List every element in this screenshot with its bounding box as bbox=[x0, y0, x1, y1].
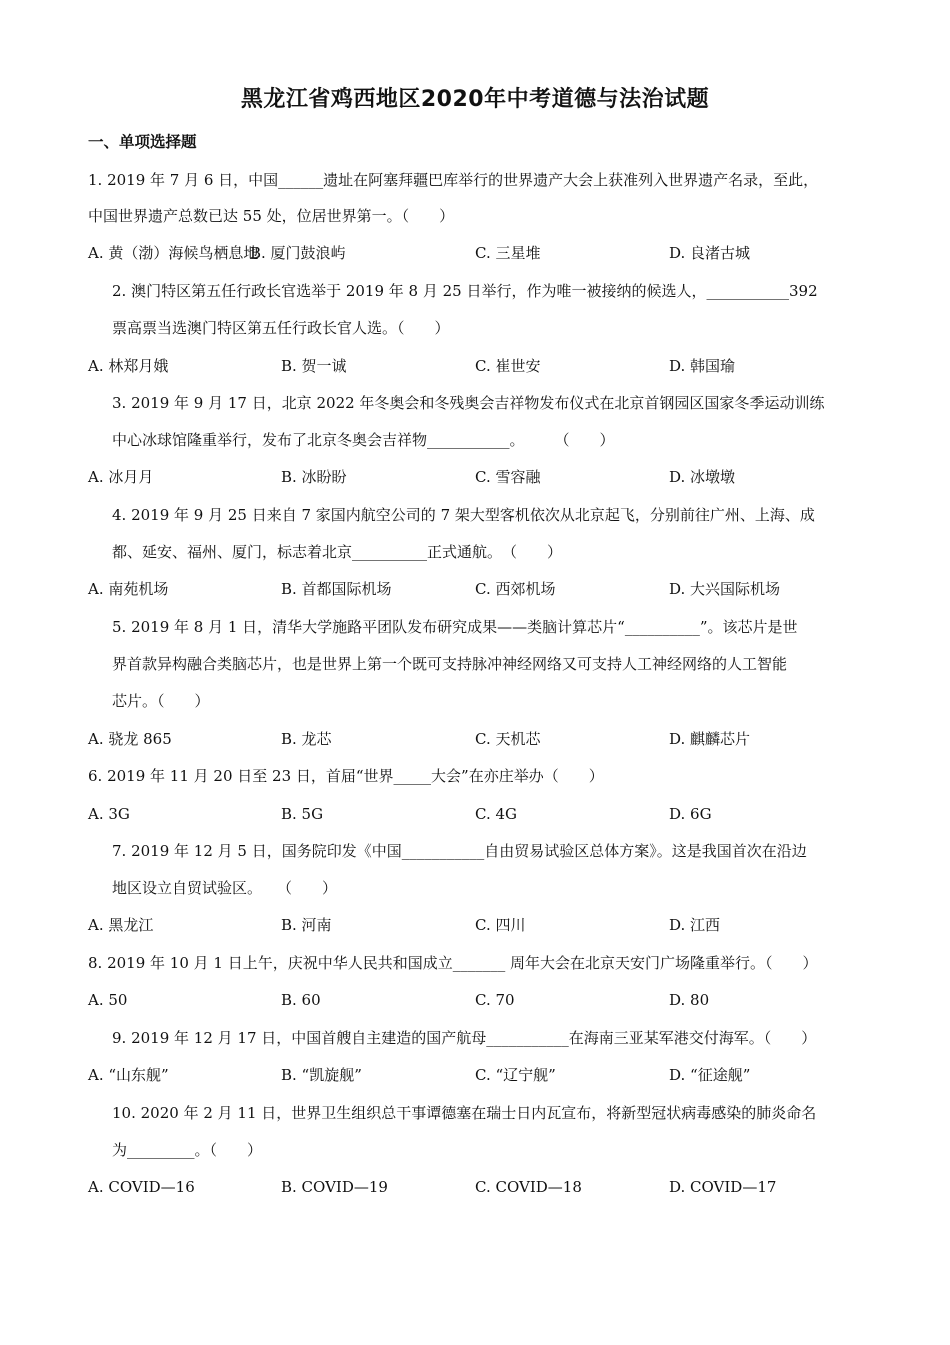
question-line: 界首款异构融合类脑芯片，也是世界上第一个既可支持脉冲神经网络又可支持人工神经网络的人工智能 bbox=[112, 655, 788, 673]
question-line: 1. 2019 年 7 月 6 日，中国______遗址在阿塞拜疆巴库举行的世界遗产大会上获准列入世界遗产名录，至此， bbox=[88, 171, 819, 189]
option-a: A. 黄（渤）海候鸟栖息地 bbox=[88, 244, 259, 262]
option-b: B. 河南 bbox=[281, 916, 332, 934]
option-a: A. 50 bbox=[88, 991, 128, 1009]
option-b: B. 冰盼盼 bbox=[281, 468, 347, 486]
option-c: C. COVID—18 bbox=[475, 1178, 582, 1196]
option-b: B. “凯旋舰” bbox=[281, 1066, 362, 1084]
option-c: C. 崔世安 bbox=[475, 357, 541, 375]
option-b: B. 5G bbox=[281, 805, 324, 823]
option-a: A. COVID—16 bbox=[88, 1178, 195, 1196]
option-a: A. “山东舰” bbox=[88, 1066, 169, 1084]
option-d: D. 6G bbox=[669, 805, 712, 823]
question-line: 3. 2019 年 9 月 17 日，北京 2022 年冬奥会和冬残奥会吉祥物发布仪式在北京首钢园区国家冬季运动训练 bbox=[112, 394, 825, 412]
option-c: C. 雪容融 bbox=[475, 468, 541, 486]
section-heading: 一、单项选择题 bbox=[88, 133, 197, 151]
option-c: C. 三星堆 bbox=[475, 244, 541, 262]
option-b: B. 首都国际机场 bbox=[281, 580, 392, 598]
option-c: C. 4G bbox=[475, 805, 518, 823]
question-line: 2. 澳门特区第五任行政长官选举于 2019 年 8 月 25 日举行，作为唯一被接纳的候选人，___________392 bbox=[112, 282, 818, 300]
option-c: C. 天机芯 bbox=[475, 730, 541, 748]
option-c: C. 四川 bbox=[475, 916, 526, 934]
question-line: 8. 2019 年 10 月 1 日上午，庆祝中华人民共和国成立_______ 周年大会在北京天安门广场隆重举行。（ ） bbox=[88, 954, 818, 972]
question-line: 10. 2020 年 2 月 11 日，世界卫生组织总干事谭德塞在瑞士日内瓦宣布，将新型冠状病毒感染的肺炎命名 bbox=[112, 1104, 817, 1122]
option-b: B. 60 bbox=[281, 991, 321, 1009]
question-line: 芯片。（ ） bbox=[112, 692, 210, 710]
question-line: 7. 2019 年 12 月 5 日，国务院印发《中国___________自由贸易试验区总体方案》。这是我国首次在沿边 bbox=[112, 842, 807, 860]
option-a: A. 林郑月娥 bbox=[88, 357, 169, 375]
option-d: D. “征途舰” bbox=[669, 1066, 751, 1084]
option-a: A. 南苑机场 bbox=[88, 580, 169, 598]
option-b: B. 龙芯 bbox=[281, 730, 332, 748]
question-line: 票高票当选澳门特区第五任行政长官人选。（ ） bbox=[112, 319, 450, 337]
option-d: D. 大兴国际机场 bbox=[669, 580, 781, 598]
option-c: C. 西郊机场 bbox=[475, 580, 556, 598]
question-line: 9. 2019 年 12 月 17 日，中国首艘自主建造的国产航母___________在海南三亚某军港交付海军。（ ） bbox=[112, 1029, 817, 1047]
option-d: D. 麒麟芯片 bbox=[669, 730, 751, 748]
question-line: 为_________。（ ） bbox=[112, 1141, 263, 1159]
option-b: B. COVID—19 bbox=[281, 1178, 388, 1196]
question-line: 5. 2019 年 8 月 1 日，清华大学施路平团队发布研究成果——类脑计算芯片“__________”。该芯片是世 bbox=[112, 618, 798, 636]
question-line: 6. 2019 年 11 月 20 日至 23 日，首届“世界_____大会”在亦庄举办（ ） bbox=[88, 767, 604, 785]
question-line: 4. 2019 年 9 月 25 日来自 7 家国内航空公司的 7 架大型客机依次从北京起飞，分别前往广州、上海、成 bbox=[112, 506, 815, 524]
option-d: D. 韩国瑜 bbox=[669, 357, 736, 375]
option-b: B. 厦门鼓浪屿 bbox=[250, 244, 346, 262]
option-b: B. 贺一诚 bbox=[281, 357, 347, 375]
exam-title: 黑龙江省鸡西地区2020年中考道德与法治试题 bbox=[240, 87, 710, 112]
option-a: A. 3G bbox=[88, 805, 130, 823]
option-d: D. 江西 bbox=[669, 916, 721, 934]
question-line: 都、延安、福州、厦门，标志着北京__________正式通航。 （ ） bbox=[112, 543, 563, 561]
option-a: A. 冰月月 bbox=[88, 468, 154, 486]
option-d: D. COVID—17 bbox=[669, 1178, 777, 1196]
option-c: C. 70 bbox=[475, 991, 515, 1009]
question-line: 地区设立自贸试验区。 （ ） bbox=[112, 879, 338, 897]
option-c: C. “辽宁舰” bbox=[475, 1066, 556, 1084]
option-d: D. 良渚古城 bbox=[669, 244, 751, 262]
option-a: A. 黑龙江 bbox=[88, 916, 154, 934]
option-a: A. 骁龙 865 bbox=[88, 730, 172, 748]
option-d: D. 80 bbox=[669, 991, 710, 1009]
question-line: 中国世界遗产总数已达 55 处，位居世界第一。（ ） bbox=[88, 207, 455, 225]
option-d: D. 冰墩墩 bbox=[669, 468, 736, 486]
question-line: 中心冰球馆隆重举行，发布了北京冬奥会吉祥物___________。 （ ） bbox=[112, 431, 615, 449]
